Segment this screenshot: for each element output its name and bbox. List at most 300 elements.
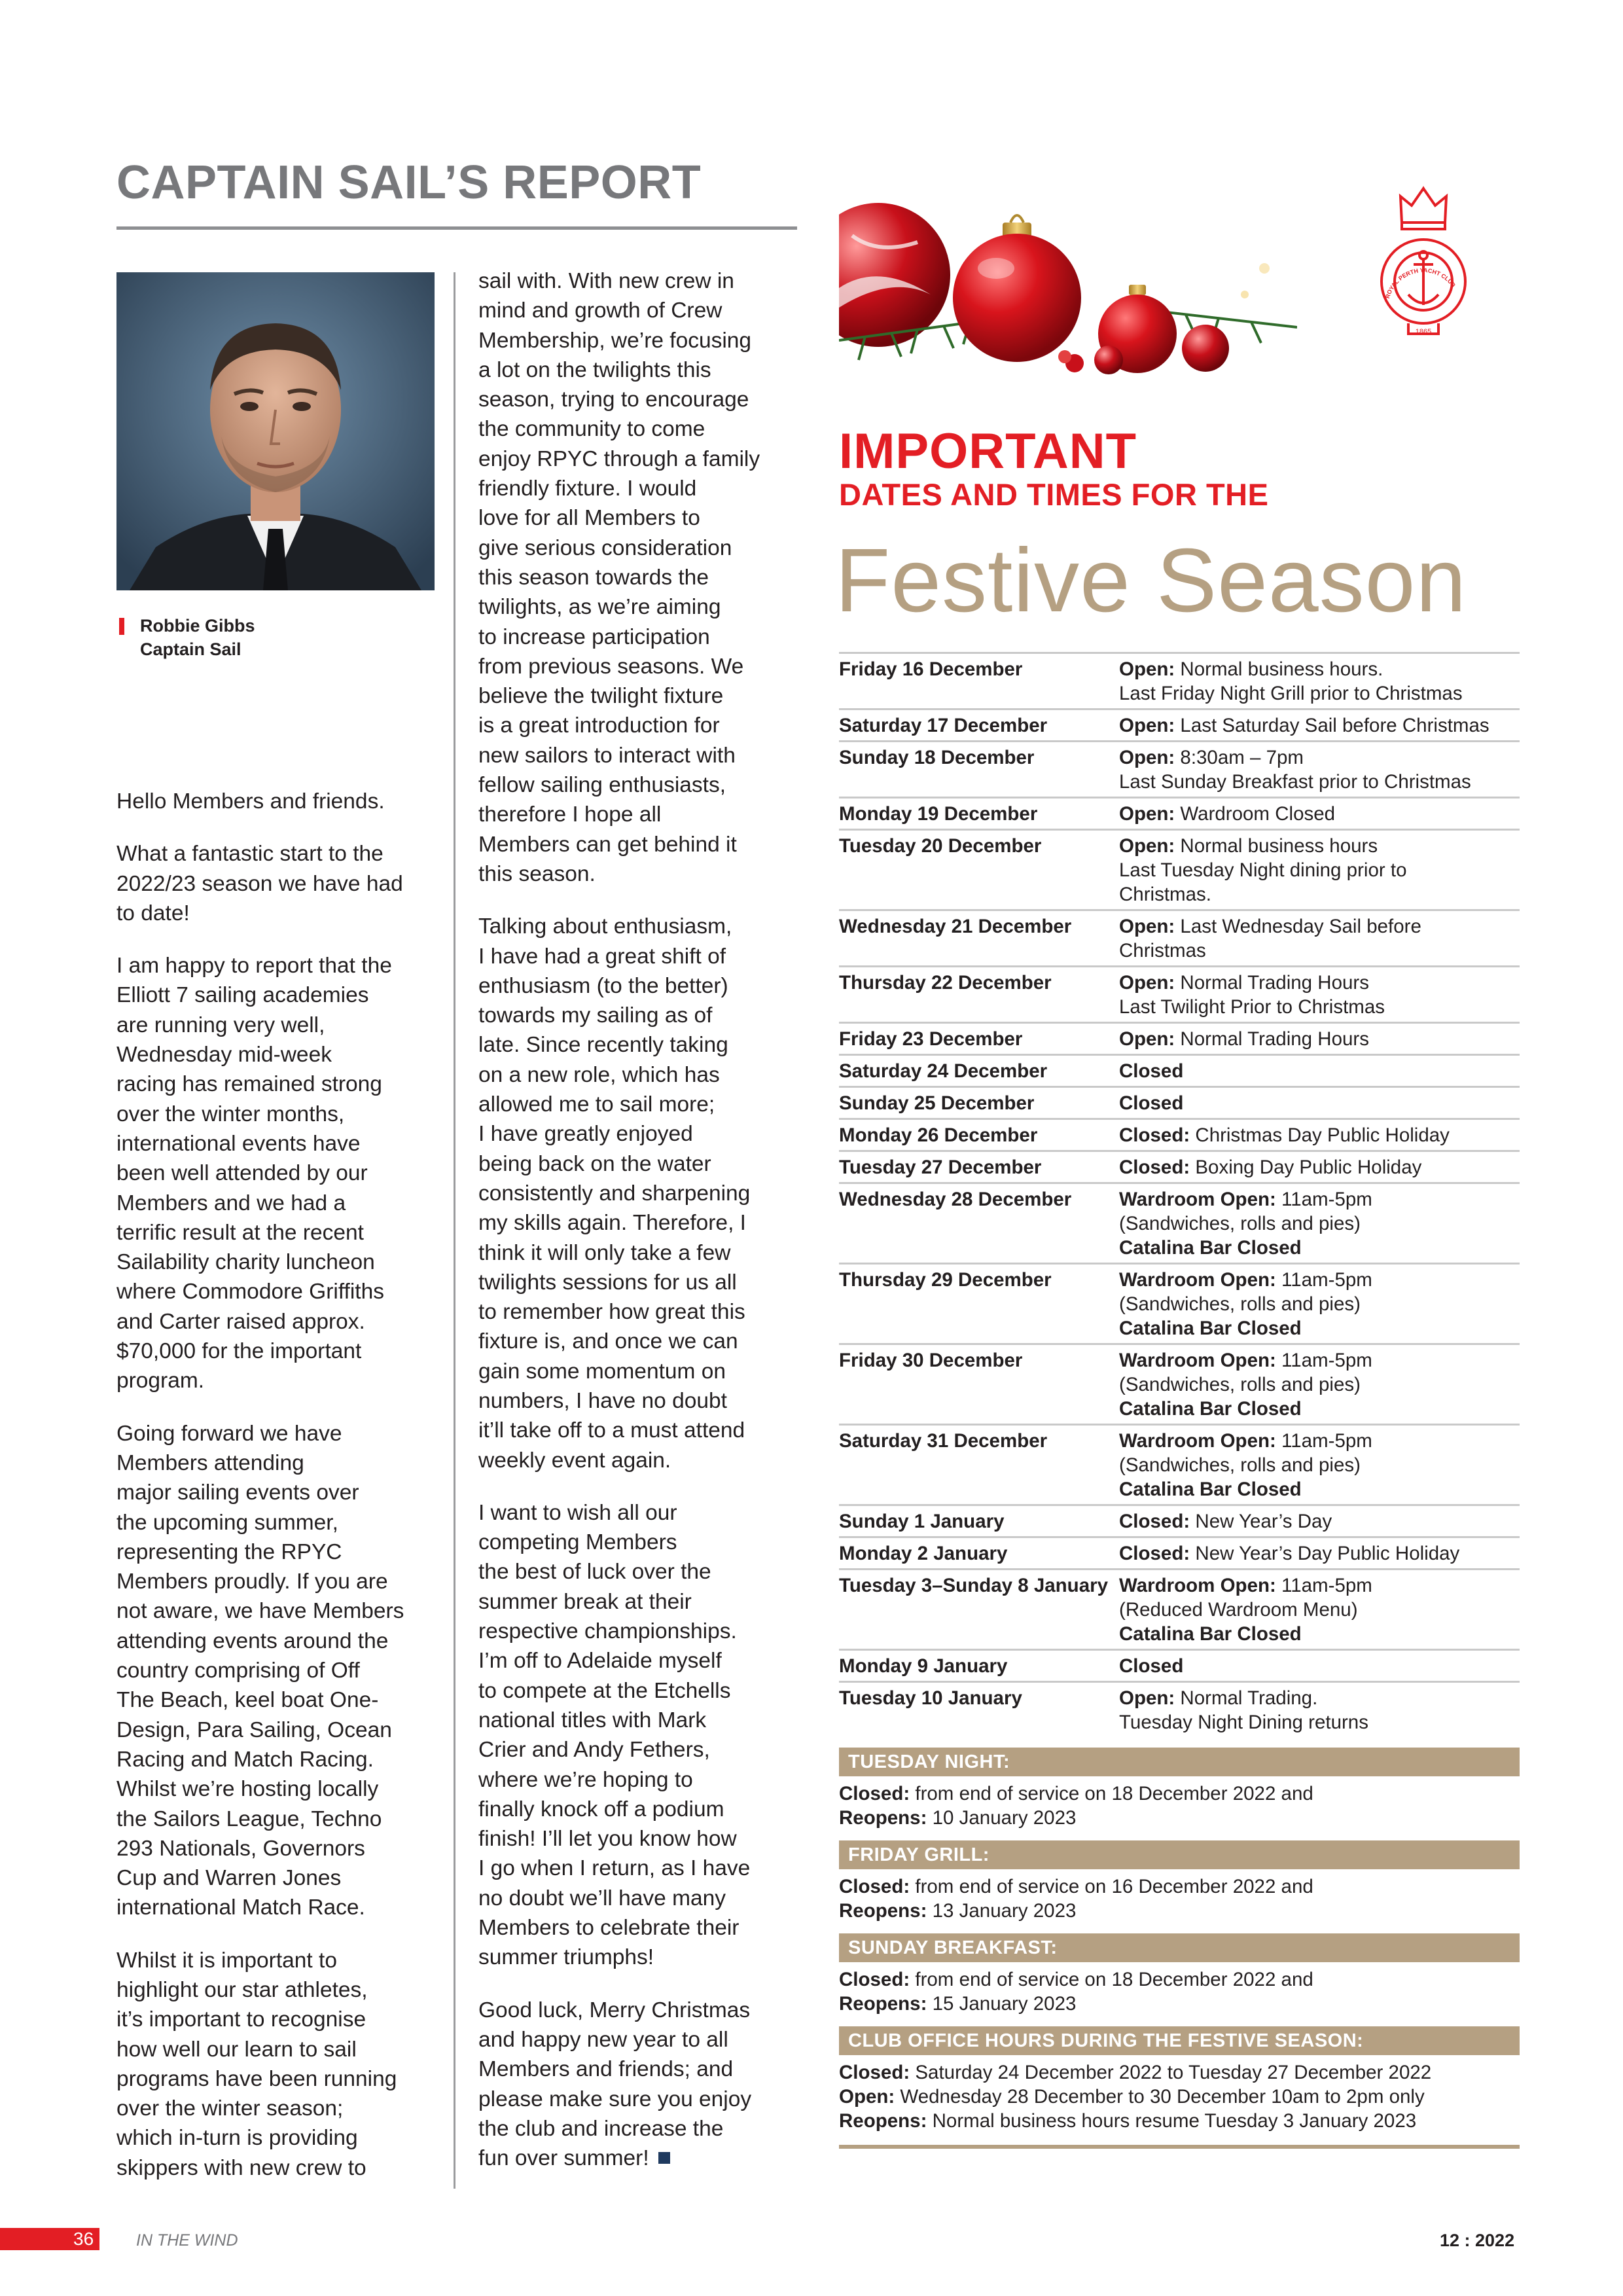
text-line: Hello Members and friends. [116, 789, 385, 814]
schedule-row [839, 1086, 1520, 1118]
info-line [1119, 1059, 1520, 1083]
text-line: towards my sailing as of [478, 1003, 713, 1028]
info-line [1119, 1316, 1520, 1340]
info-line [1119, 1372, 1520, 1397]
text-line: season, trying to encourage [478, 387, 749, 412]
text-line: not aware, we have Members [116, 1599, 404, 1624]
info-text: from end of service on 18 December 2022 and [910, 1969, 1313, 1990]
text-line: the club and increase the [478, 2116, 724, 2141]
schedule-row [839, 909, 1520, 965]
schedule-day: Tuesday 27 December [839, 1157, 1042, 1178]
text-line: I go when I return, as I have [478, 1856, 751, 1881]
text-line: I have had a great shift of [478, 944, 726, 969]
info-label: Closed: [839, 1783, 910, 1804]
text-line: fun over summer! [478, 2146, 649, 2171]
schedule-info [1119, 914, 1520, 963]
info-label: Catalina Bar Closed [1119, 1237, 1302, 1259]
text-line: new sailors to interact with [478, 743, 736, 768]
text-line: fellow sailing enthusiasts, [478, 773, 726, 798]
page-number: 36 [73, 2229, 94, 2249]
festive-heading-main: Festive Season [835, 530, 1467, 631]
info-text: Christmas. [1119, 884, 1211, 905]
text-line: Members attending [116, 1450, 304, 1475]
schedule-row [839, 1263, 1520, 1343]
schedule-info [1119, 1187, 1520, 1260]
info-label: Catalina Bar Closed [1119, 1318, 1302, 1339]
schedule-day: Thursday 29 December [839, 1269, 1052, 1291]
info-text: (Sandwiches, rolls and pies) [1119, 1454, 1361, 1476]
info-line [839, 1874, 1520, 1899]
text-line: late. Since recently taking [478, 1033, 728, 1058]
info-text: Normal business hours. [1175, 658, 1383, 680]
article-paragraph [478, 1996, 793, 2174]
magazine-name: IN THE WIND [136, 2231, 238, 2250]
text-line: Design, Para Sailing, Ocean [116, 1717, 392, 1742]
info-line [1119, 1710, 1520, 1734]
text-line: racing has remained strong [116, 1072, 382, 1097]
info-text: 11am-5pm [1275, 1350, 1372, 1371]
text-line: the best of luck over the [478, 1560, 711, 1585]
schedule-row [839, 1504, 1520, 1536]
text-line: twilights, as we’re aiming [478, 595, 721, 620]
info-line [1119, 770, 1520, 794]
info-text: Last Wednesday Sail before [1175, 916, 1421, 937]
info-line [1119, 1123, 1520, 1147]
info-line [1119, 1686, 1520, 1710]
info-label: Wardroom Open: [1119, 1269, 1276, 1291]
text-line: Talking about enthusiasm, [478, 914, 732, 939]
info-line [839, 2085, 1520, 2109]
info-label: Closed: [1119, 1157, 1190, 1178]
text-line: terrific result at the recent [116, 1220, 364, 1245]
text-line: skippers with new crew to [116, 2155, 366, 2180]
text-line: summer triumphs! [478, 1945, 654, 1970]
text-line: sail with. With new crew in [478, 269, 734, 293]
text-line: enthusiasm (to the better) [478, 973, 728, 998]
text-line: finally knock off a podium [478, 1797, 724, 1821]
info-text: 11am-5pm [1275, 1269, 1372, 1291]
schedule-day: Monday 9 January [839, 1655, 1008, 1677]
info-label: Open: [1119, 916, 1175, 937]
text-line: I am happy to report that the [116, 954, 392, 978]
text-line: competing Members [478, 1530, 677, 1555]
schedule-day: Friday 30 December [839, 1350, 1023, 1371]
info-text: New Year’s Day [1190, 1511, 1332, 1532]
text-line: believe the twilight fixture [478, 684, 724, 709]
schedule-info [1119, 802, 1520, 826]
info-line [839, 1992, 1520, 2016]
info-line [839, 1967, 1520, 1992]
schedule-row [839, 708, 1520, 740]
schedule-row [839, 1681, 1520, 1737]
text-line: where we’re hoping to [478, 1767, 693, 1792]
info-text: Normal Trading. [1175, 1687, 1318, 1709]
text-line: to compete at the Etchells [478, 1678, 731, 1703]
info-line [1119, 914, 1520, 939]
text-line: it’s important to recognise [116, 2007, 366, 2032]
text-line: this season. [478, 861, 596, 886]
info-label: Open: [1119, 715, 1175, 736]
text-line: love for all Members to [478, 506, 700, 531]
schedule-day: Friday 16 December [839, 658, 1023, 680]
info-line [839, 1782, 1520, 1806]
schedule-info [1119, 1686, 1520, 1734]
info-text: 11am-5pm [1275, 1430, 1372, 1452]
text-line: Wednesday mid-week [116, 1043, 332, 1067]
schedule-row [839, 829, 1520, 909]
text-line: 2022/23 season we have had [116, 871, 403, 896]
info-label: Reopens: [839, 1900, 927, 1922]
crest-text: ROYAL PERTH YACHT CLUB [1383, 266, 1457, 300]
info-text: Normal Trading Hours [1175, 972, 1369, 994]
text-line: numbers, I have no doubt [478, 1388, 727, 1413]
info-label: Catalina Bar Closed [1119, 1398, 1302, 1420]
text-line: Members can get behind it [478, 832, 737, 857]
text-line: I have greatly enjoyed [478, 1122, 693, 1147]
schedule-info [1119, 1059, 1520, 1083]
festive-heading-subtitle: DATES AND TIMES FOR THE [839, 477, 1269, 512]
text-line: and Carter raised approx. [116, 1309, 365, 1334]
text-line: twilights sessions for us all [478, 1270, 737, 1295]
end-of-article-mark [658, 2152, 670, 2164]
text-line: how well our learn to sail [116, 2037, 357, 2062]
info-line [1119, 995, 1520, 1019]
schedule-day: Saturday 17 December [839, 715, 1048, 736]
info-label: Reopens: [839, 1993, 927, 2015]
crest-year: 1865 [1415, 328, 1432, 336]
info-text: Last Sunday Breakfast prior to Christmas [1119, 771, 1471, 793]
schedule-row [839, 1022, 1520, 1054]
christmas-baubles-image [839, 196, 1297, 386]
text-line: gain some momentum on [478, 1359, 726, 1384]
info-text: Normal business hours resume Tuesday 3 January 2023 [927, 2110, 1417, 2132]
schedule-row [839, 1182, 1520, 1263]
author-portrait [116, 272, 435, 590]
info-label: Closed: [1119, 1124, 1190, 1146]
info-label: Closed [1119, 1655, 1184, 1677]
info-text: New Year’s Day Public Holiday [1190, 1543, 1460, 1564]
schedule-row [839, 1343, 1520, 1424]
text-line: enjoy RPYC through a family [478, 446, 760, 471]
info-line [1119, 1509, 1520, 1534]
info-line [1119, 1573, 1520, 1598]
schedule-info [1119, 971, 1520, 1019]
info-text: Last Saturday Sail before Christmas [1175, 715, 1489, 736]
portrait-caption [116, 614, 441, 661]
text-line: Whilst we’re hosting locally [116, 1777, 379, 1802]
notice-heading: FRIDAY GRILL: [839, 1840, 1520, 1869]
info-text: 8:30am – 7pm [1175, 747, 1304, 768]
info-line [1119, 802, 1520, 826]
text-line: to remember how great this [478, 1300, 745, 1325]
info-label: Open: [839, 2086, 895, 2108]
text-line: representing the RPYC [116, 1539, 342, 1564]
text-line: think it will only take a few [478, 1240, 731, 1265]
text-line: the Sailors League, Techno [116, 1806, 382, 1831]
info-line [1119, 681, 1520, 706]
info-label: Open: [1119, 972, 1175, 994]
info-label: Reopens: [839, 2110, 927, 2132]
text-line: country comprising of Off [116, 1659, 360, 1683]
schedule-day: Monday 26 December [839, 1124, 1038, 1146]
notices-block [839, 1748, 1520, 2133]
schedule-info [1119, 1429, 1520, 1501]
info-line [1119, 657, 1520, 681]
schedule-day: Friday 23 December [839, 1028, 1023, 1050]
info-line [1119, 1429, 1520, 1453]
info-line [1119, 1654, 1520, 1678]
article-paragraph [116, 787, 424, 816]
info-text: Last Twilight Prior to Christmas [1119, 996, 1385, 1018]
schedule-row [839, 1424, 1520, 1504]
article-paragraph [116, 1946, 424, 2183]
info-text: 15 January 2023 [927, 1993, 1077, 2015]
schedule-day: Wednesday 21 December [839, 916, 1072, 937]
text-line: therefore I hope all [478, 802, 662, 827]
info-line [1119, 1268, 1520, 1292]
info-text: Christmas [1119, 940, 1206, 961]
text-line: are running very well, [116, 1013, 325, 1037]
info-label: Closed: [839, 1876, 910, 1897]
article-paragraph [478, 912, 793, 1475]
info-line [1119, 1541, 1520, 1566]
info-text: 10 January 2023 [927, 1807, 1077, 1829]
info-text: 11am-5pm [1275, 1189, 1372, 1210]
info-text: (Sandwiches, rolls and pies) [1119, 1213, 1361, 1234]
info-label: Wardroom Open: [1119, 1575, 1276, 1596]
page-title: CAPTAIN SAIL’S REPORT [116, 156, 702, 209]
info-text: 11am-5pm [1275, 1575, 1372, 1596]
text-line: is a great introduction for [478, 713, 720, 738]
text-line: this season towards the [478, 565, 709, 590]
schedule-info [1119, 657, 1520, 706]
info-line [1119, 1292, 1520, 1316]
text-line: my skills again. Therefore, I [478, 1211, 746, 1236]
schedule-row [839, 1649, 1520, 1681]
author-name: Robbie Gibbs [140, 616, 255, 636]
text-line: allowed me to sail more; [478, 1092, 715, 1117]
info-label: Catalina Bar Closed [1119, 1623, 1302, 1645]
info-label: Wardroom Open: [1119, 1350, 1276, 1371]
schedule-row [839, 797, 1520, 829]
info-label: Closed: [1119, 1511, 1190, 1532]
info-label: Wardroom Open: [1119, 1430, 1276, 1452]
info-label: Open: [1119, 803, 1175, 825]
festive-schedule-table [839, 652, 1520, 2149]
schedule-day: Saturday 24 December [839, 1060, 1048, 1082]
text-line: Members and we had a [116, 1191, 346, 1215]
info-text: Boxing Day Public Holiday [1190, 1157, 1422, 1178]
schedule-info [1119, 1155, 1520, 1179]
schedule-info [1119, 713, 1520, 738]
text-line: Members to celebrate their [478, 1916, 740, 1941]
info-line [1119, 1477, 1520, 1501]
text-line: and happy new year to all [478, 2027, 728, 2052]
schedule-day: Tuesday 3–Sunday 8 January [839, 1575, 1108, 1596]
text-line: on a new role, which has [478, 1062, 720, 1087]
author-role: Captain Sail [140, 639, 241, 659]
info-line [839, 1806, 1520, 1830]
text-line: national titles with Mark [478, 1708, 707, 1732]
text-line: the community to come [478, 417, 705, 442]
schedule-day: Sunday 25 December [839, 1092, 1035, 1114]
issue-date: 12 : 2022 [1440, 2231, 1515, 2250]
info-label: Closed: [839, 2062, 910, 2083]
info-text: 13 January 2023 [927, 1900, 1077, 1922]
info-line [1119, 1091, 1520, 1115]
text-line: to increase participation [478, 624, 710, 649]
info-label: Closed: [839, 1969, 910, 1990]
schedule-day: Wednesday 28 December [839, 1189, 1072, 1210]
info-text: Last Tuesday Night dining prior to [1119, 859, 1407, 881]
text-line: international Match Race. [116, 1895, 365, 1920]
text-line: finish! I’ll let you know how [478, 1827, 737, 1852]
schedule-info [1119, 1654, 1520, 1678]
info-label: Open: [1119, 747, 1175, 768]
info-line [1119, 1598, 1520, 1622]
text-line: Sailability charity luncheon [116, 1250, 375, 1275]
club-crest-logo [1376, 177, 1471, 351]
info-label: Wardroom Open: [1119, 1189, 1276, 1210]
info-line [1119, 1155, 1520, 1179]
info-line [1119, 971, 1520, 995]
article-column-1 [116, 787, 424, 2206]
schedule-info [1119, 745, 1520, 794]
schedule-info [1119, 1027, 1520, 1051]
schedule-day: Sunday 1 January [839, 1511, 1005, 1532]
schedule-info [1119, 1541, 1520, 1566]
text-line: it’ll take off to a must attend [478, 1418, 745, 1443]
schedule-info [1119, 1509, 1520, 1534]
notice-body [839, 2055, 1520, 2133]
schedule-row [839, 1568, 1520, 1649]
column-divider [454, 272, 455, 2189]
article-column-2 [478, 266, 793, 2196]
text-line: program. [116, 1369, 205, 1393]
text-line: please make sure you enjoy [478, 2087, 752, 2111]
info-line [1119, 1397, 1520, 1421]
text-line: fixture is, and once we can [478, 1329, 738, 1354]
info-line [1119, 1027, 1520, 1051]
info-line [1119, 939, 1520, 963]
text-line: being back on the water [478, 1151, 711, 1176]
schedule-info [1119, 1268, 1520, 1340]
info-line [839, 1899, 1520, 1923]
info-line [1119, 858, 1520, 882]
info-label: Reopens: [839, 1807, 927, 1829]
info-line [1119, 1348, 1520, 1372]
schedule-day: Tuesday 10 January [839, 1687, 1022, 1709]
article-paragraph [116, 839, 424, 928]
notice-heading: TUESDAY NIGHT: [839, 1748, 1520, 1776]
schedule-row [839, 1150, 1520, 1182]
info-label: Closed [1119, 1092, 1184, 1114]
text-line: Membership, we’re focusing [478, 328, 752, 353]
text-line: attending events around the [116, 1628, 389, 1653]
text-line: Racing and Match Racing. [116, 1747, 374, 1772]
info-line [1119, 882, 1520, 906]
info-text: from end of service on 16 December 2022 and [910, 1876, 1313, 1897]
text-line: Cup and Warren Jones [116, 1866, 342, 1891]
info-text: Wardroom Closed [1175, 803, 1336, 825]
notice-heading: CLUB OFFICE HOURS DURING THE FESTIVE SEASON: [839, 2026, 1520, 2055]
text-line: Members and friends; and [478, 2057, 734, 2082]
text-line: over the winter season; [116, 2096, 344, 2121]
info-text: (Sandwiches, rolls and pies) [1119, 1374, 1361, 1395]
info-line [1119, 1622, 1520, 1646]
article-paragraph [116, 951, 424, 1395]
text-line: $70,000 for the important [116, 1339, 362, 1364]
schedule-row [839, 1118, 1520, 1150]
info-text: Normal Trading Hours [1175, 1028, 1369, 1050]
text-line: the upcoming summer, [116, 1510, 338, 1535]
text-line: a lot on the twilights this [478, 357, 711, 382]
text-line: Good luck, Merry Christmas [478, 1998, 751, 2022]
text-line: international events have [116, 1131, 361, 1156]
festive-heading-important: IMPORTANT [839, 423, 1137, 479]
info-label: Catalina Bar Closed [1119, 1479, 1302, 1500]
text-line: I want to wish all our [478, 1500, 677, 1525]
info-text: Normal business hours [1175, 835, 1378, 857]
info-label: Closed [1119, 1060, 1184, 1082]
info-line [1119, 745, 1520, 770]
text-line: What a fantastic start to the [116, 842, 383, 867]
schedule-row [839, 965, 1520, 1022]
text-line: Whilst it is important to [116, 1948, 337, 1973]
info-text: Christmas Day Public Holiday [1190, 1124, 1450, 1146]
text-line: The Beach, keel boat One- [116, 1688, 379, 1713]
text-line: mind and growth of Crew [478, 298, 722, 323]
notice-body [839, 1776, 1520, 1830]
schedule-info [1119, 1091, 1520, 1115]
schedule-day: Tuesday 20 December [839, 835, 1042, 857]
title-divider [116, 226, 797, 230]
info-text: Last Friday Night Grill prior to Christmas [1119, 683, 1463, 704]
text-line: which in-turn is providing [116, 2126, 358, 2151]
schedule-day: Sunday 18 December [839, 747, 1035, 768]
text-line: Members proudly. If you are [116, 1570, 388, 1594]
text-line: where Commodore Griffiths [116, 1280, 384, 1304]
info-text: from end of service on 18 December 2022 and [910, 1783, 1313, 1804]
notice-heading: SUNDAY BREAKFAST: [839, 1933, 1520, 1962]
schedule-info [1119, 834, 1520, 906]
schedule-day: Thursday 22 December [839, 972, 1052, 994]
schedule-row [839, 1054, 1520, 1086]
info-text: Tuesday Night Dining returns [1119, 1712, 1368, 1733]
info-line [1119, 834, 1520, 858]
info-text: (Sandwiches, rolls and pies) [1119, 1293, 1361, 1315]
schedule-info [1119, 1573, 1520, 1646]
text-line: summer break at their [478, 1589, 692, 1614]
text-line: 293 Nationals, Governors [116, 1836, 365, 1861]
text-line: give serious consideration [478, 535, 732, 560]
info-line [1119, 1211, 1520, 1236]
text-line: friendly fixture. I would [478, 476, 697, 501]
schedule-row [839, 740, 1520, 797]
schedule-day: Saturday 31 December [839, 1430, 1048, 1452]
article-paragraph [478, 266, 793, 889]
notice-body [839, 1962, 1520, 2016]
info-label: Open: [1119, 658, 1175, 680]
info-text: Saturday 24 December 2022 to Tuesday 27 December 2022 [910, 2062, 1432, 2083]
text-line: consistently and sharpening [478, 1181, 751, 1206]
text-line: Elliott 7 sailing academies [116, 983, 369, 1008]
text-line: to date! [116, 901, 190, 925]
info-line [1119, 1187, 1520, 1211]
info-text: (Reduced Wardroom Menu) [1119, 1599, 1358, 1621]
text-line: Going forward we have [116, 1421, 342, 1446]
info-line [1119, 1453, 1520, 1477]
